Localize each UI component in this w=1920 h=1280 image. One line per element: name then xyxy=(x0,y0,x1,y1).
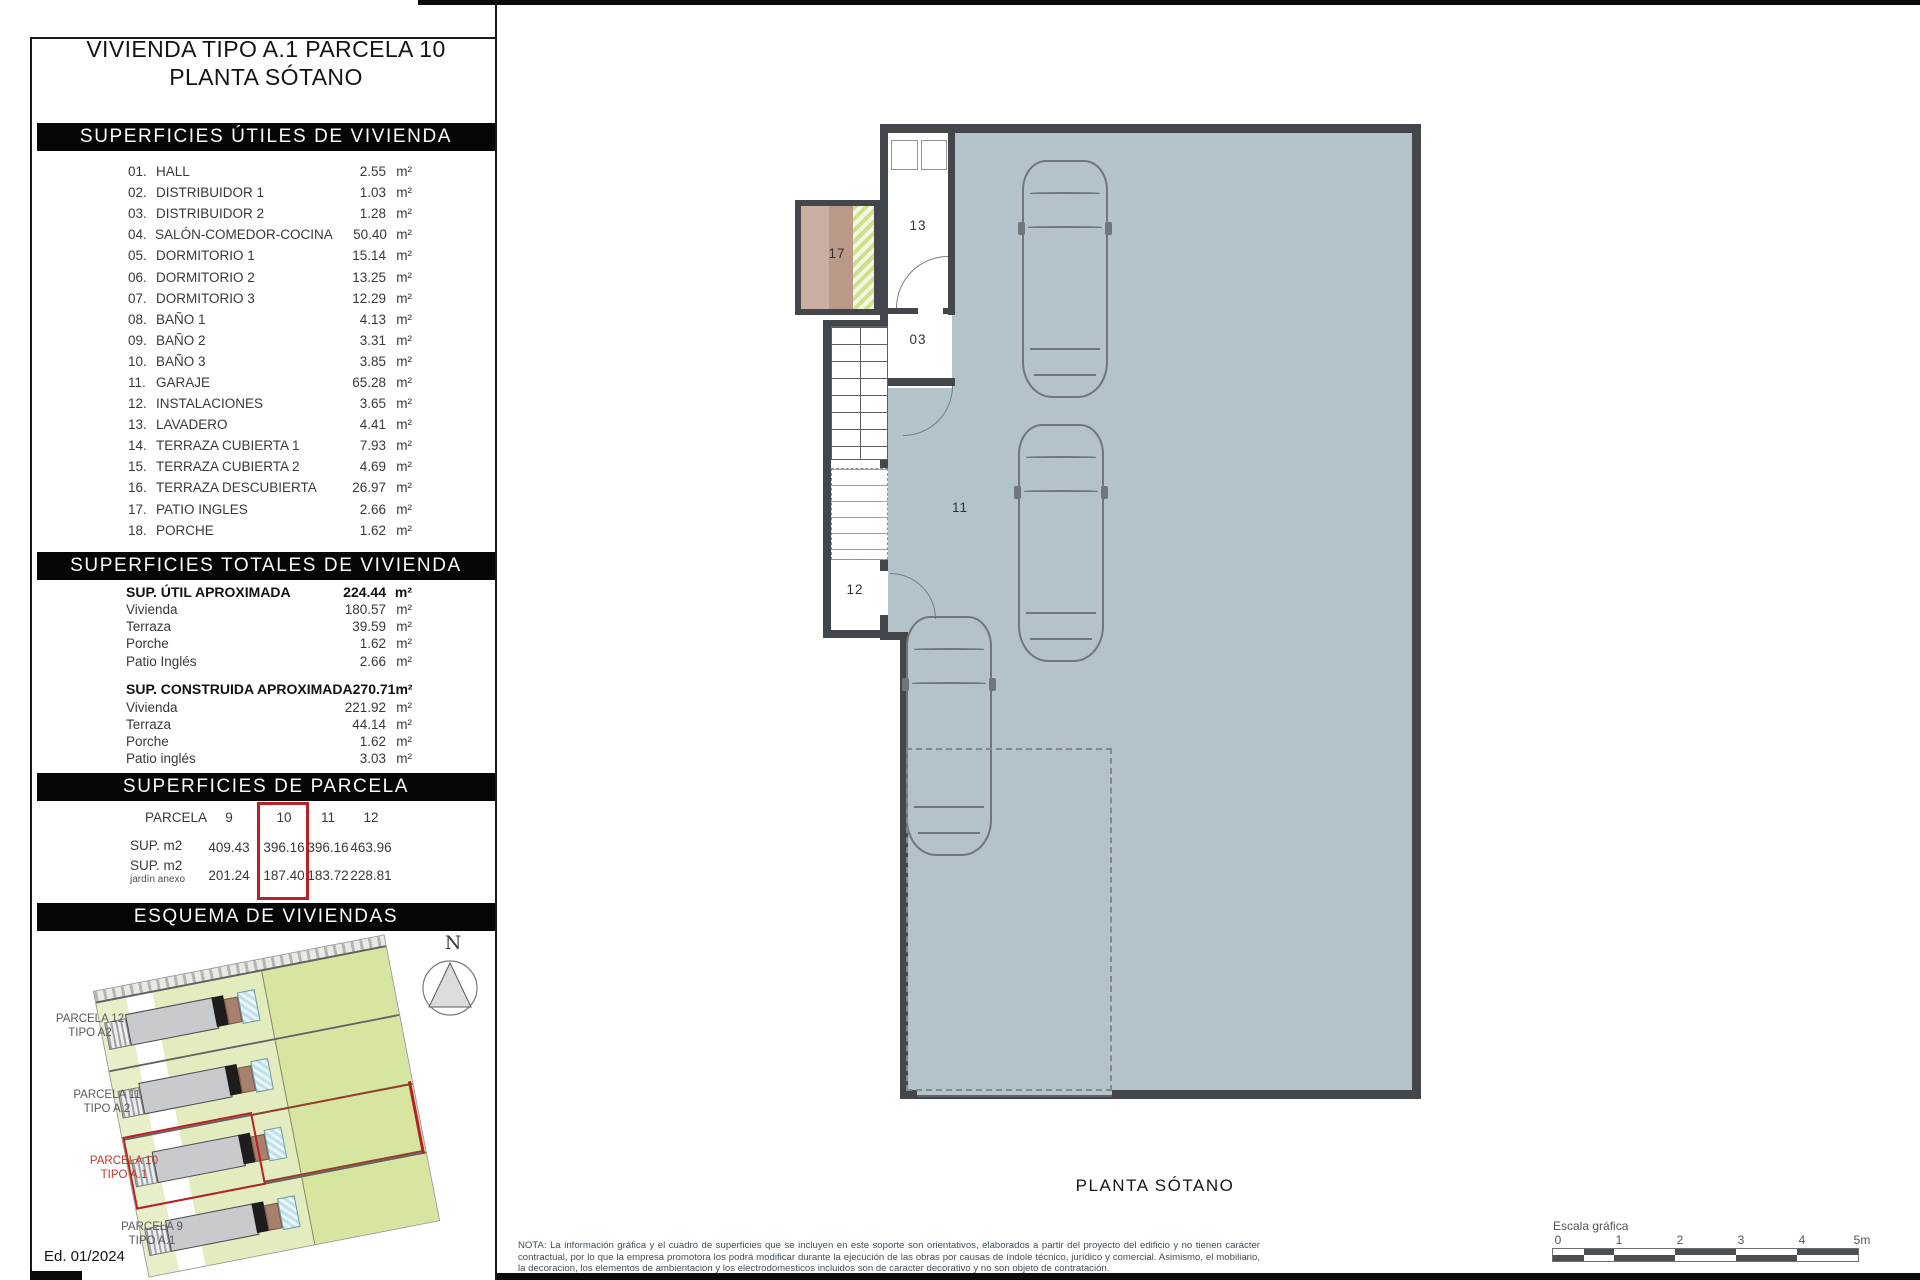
row-unit: m² xyxy=(396,522,412,538)
scale-tick-label: 5m xyxy=(1853,1233,1871,1247)
group-title-label: SUP. CONSTRUIDA APROXIMADA xyxy=(126,681,353,698)
row-label: TERRAZA CUBIERTA 1 xyxy=(156,438,300,454)
parcela-jardin-row-sublabel: jardín anexo xyxy=(130,874,186,885)
car-top-view-icon xyxy=(1018,424,1104,662)
row-number: 07. xyxy=(128,290,147,306)
room-label-03: 03 xyxy=(909,332,927,347)
group-title-unit: m² xyxy=(395,681,413,698)
superficies-utiles-table xyxy=(128,161,412,541)
row-value: 1.28 xyxy=(359,206,386,222)
superficie-row xyxy=(128,245,412,266)
row-label: Porche xyxy=(126,734,169,750)
row-label: PATIO INGLES xyxy=(156,501,248,517)
row-label: GARAJE xyxy=(156,374,211,390)
room-label-12: 12 xyxy=(846,582,864,597)
row-value: 26.97 xyxy=(352,480,386,496)
row-label: BAÑO 1 xyxy=(156,311,206,327)
parcela-jardin-value: 187.40 xyxy=(263,868,305,883)
superficie-row xyxy=(128,224,412,245)
parcela-10-highlight-box xyxy=(257,802,309,900)
group-title-value: 270.71 xyxy=(352,681,396,698)
parcel-label-line1: PARCELA 10 xyxy=(89,1155,159,1167)
row-number: 14. xyxy=(128,438,147,454)
totals-row xyxy=(126,635,412,652)
door-gap-room12 xyxy=(880,571,888,615)
car-windshield-line xyxy=(1024,490,1098,492)
row-value: 3.85 xyxy=(359,353,386,369)
totals-spacer xyxy=(126,670,412,680)
parcela-sup-value: 396.16 xyxy=(263,840,305,855)
row-label: Vivienda xyxy=(126,699,178,715)
parcela-jardin-value: 183.72 xyxy=(307,868,349,883)
wall-room13-right xyxy=(948,132,955,315)
row-label: DORMITORIO 1 xyxy=(156,248,255,264)
row-value: 1.62 xyxy=(359,636,386,652)
row-number: 12. xyxy=(128,396,147,412)
row-unit: m² xyxy=(396,619,412,635)
totals-row xyxy=(126,733,412,750)
row-unit: m² xyxy=(396,185,412,201)
row-value: 13.25 xyxy=(352,269,386,285)
section-header-superficies-utiles: SUPERFICIES ÚTILES DE VIVIENDA xyxy=(37,123,495,151)
row-label: Terraza xyxy=(126,619,172,635)
car-trunk-line xyxy=(1034,374,1096,376)
scale-outline xyxy=(1553,1249,1858,1261)
row-unit: m² xyxy=(396,717,412,733)
parcela-sup-row-label: SUP. m2 xyxy=(130,838,183,853)
row-value: 15.14 xyxy=(352,248,386,264)
parcela-sup-value: 463.96 xyxy=(350,840,392,855)
row-unit: m² xyxy=(396,164,412,180)
row-number: 11. xyxy=(128,374,146,390)
row-label: HALL xyxy=(156,164,190,180)
totals-row xyxy=(126,699,412,716)
car-hood-line xyxy=(1030,192,1100,194)
superficie-row xyxy=(128,351,412,372)
row-unit: m² xyxy=(396,206,412,222)
car-rear-window-line xyxy=(1026,612,1096,614)
totals-row xyxy=(126,653,412,670)
parcela-jardin-row-label: SUP. m2 xyxy=(130,858,183,873)
row-unit: m² xyxy=(396,751,412,767)
row-label: DORMITORIO 2 xyxy=(156,269,255,285)
section-header-superficies-parcela: SUPERFICIES DE PARCELA xyxy=(37,773,495,801)
parcela-jardin-value: 201.24 xyxy=(208,868,250,883)
row-value: 2.66 xyxy=(359,501,386,517)
row-number: 03. xyxy=(128,206,147,222)
car-windshield-line xyxy=(912,682,986,684)
car-top-view-icon xyxy=(1022,160,1108,398)
row-label: INSTALACIONES xyxy=(156,396,264,412)
row-value: 1.62 xyxy=(359,522,386,538)
parcel-label-line2: TIPO A.2 xyxy=(83,1103,131,1115)
car-hood-line xyxy=(1026,456,1096,458)
scale-title: Escala gráfica xyxy=(1553,1219,1629,1233)
superficie-row xyxy=(128,203,412,224)
wall-room03-bottom xyxy=(888,378,955,386)
row-number: 01. xyxy=(128,164,147,180)
parcela-col-header: 12 xyxy=(363,810,379,825)
parcela-sup-value: 409.43 xyxy=(208,840,250,855)
parcel-label xyxy=(100,1220,204,1248)
parcel-label xyxy=(72,1154,176,1182)
legal-note: NOTA: La información gráfica y el cuadro de superficies que se incluyen en este soporte son orientativos, elaborados a partir del proyecto del edificio y no tienen carácter contractual, por lo que la empresa promotora los podrá modificar durante la ejecución de las obras por causas de índole técnico, jurídico y comercial. Asimismo, el mobiliario, la decoracion, los elementos de ambientacion y los electrodomesticos incluidos son de caracter decorativo y no son objeto de contratación. xyxy=(518,1240,1260,1275)
car-mirror-right xyxy=(989,678,996,691)
row-number: 06. xyxy=(128,269,147,285)
row-label: Patio inglés xyxy=(126,751,196,767)
row-value: 1.03 xyxy=(359,185,386,201)
graphic-scale xyxy=(1548,1219,1871,1267)
row-number: 18. xyxy=(128,522,147,538)
row-value: 4.13 xyxy=(359,311,386,327)
superficie-row xyxy=(128,520,412,541)
row-label: Porche xyxy=(126,636,169,652)
superficie-row xyxy=(128,266,412,287)
row-number: 02. xyxy=(128,185,147,201)
section-header-superficies-totales: SUPERFICIES TOTALES DE VIVIENDA xyxy=(37,552,495,580)
row-unit: m² xyxy=(396,501,412,517)
parcela-col-header: 11 xyxy=(320,810,335,825)
row-label: PORCHE xyxy=(156,522,214,538)
superficie-row xyxy=(128,456,412,477)
staircase-midline xyxy=(860,327,861,459)
compass-icon xyxy=(421,958,481,1028)
row-value: 7.93 xyxy=(359,438,386,454)
row-number: 10. xyxy=(128,353,147,369)
scale-tick-label: 2 xyxy=(1676,1233,1684,1247)
row-unit: m² xyxy=(396,734,412,750)
wall-top xyxy=(880,124,1421,133)
room-label-17: 17 xyxy=(828,246,846,261)
row-value: 221.92 xyxy=(344,699,386,715)
row-label: SALÓN-COMEDOR-COCINA xyxy=(155,227,333,243)
row-unit: m² xyxy=(396,699,412,715)
row-unit: m² xyxy=(396,290,412,306)
superficie-row xyxy=(128,499,412,520)
car-mirror-left xyxy=(902,678,909,691)
parcela-row-label: PARCELA xyxy=(145,810,208,825)
group-title-label: SUP. ÚTIL APROXIMADA xyxy=(126,583,291,600)
parcel-label-line1: PARCELA 9 xyxy=(121,1221,183,1233)
row-unit: m² xyxy=(396,480,412,496)
scale-tick-label: 4 xyxy=(1798,1233,1806,1247)
group-title-unit: m² xyxy=(394,583,412,600)
parcel-label xyxy=(55,1088,159,1116)
totals-row xyxy=(126,750,412,767)
superficie-row xyxy=(128,435,412,456)
scale-tick-label: 0 xyxy=(1554,1233,1562,1247)
row-label: Terraza xyxy=(126,717,172,733)
superficie-row xyxy=(128,309,412,330)
totals-row xyxy=(126,716,412,733)
row-unit: m² xyxy=(396,396,412,412)
row-value: 180.57 xyxy=(344,602,386,618)
sidebar-left-border xyxy=(30,37,32,1280)
row-label: BAÑO 3 xyxy=(156,353,206,369)
row-label: Vivienda xyxy=(126,602,178,618)
car-mirror-right xyxy=(1105,222,1112,235)
edition-label: Ed. 01/2024 xyxy=(44,1248,125,1265)
parcela-sup-value: 396.16 xyxy=(307,840,349,855)
superficie-row xyxy=(128,330,412,351)
plan-caption: PLANTA SÓTANO xyxy=(1075,1176,1235,1195)
row-unit: m² xyxy=(396,227,412,243)
group-title-value: 224.44 xyxy=(343,583,386,600)
wall-right xyxy=(1412,124,1421,1099)
superficie-row xyxy=(128,414,412,435)
room-label-11: 11 xyxy=(951,500,968,515)
car-mirror-left xyxy=(1014,486,1021,499)
totals-group-title xyxy=(126,680,412,699)
wall-room13-bottom-a xyxy=(888,308,918,314)
parcel-label-line2: TIPO A2 xyxy=(68,1027,112,1039)
row-unit: m² xyxy=(396,374,412,390)
superficie-row xyxy=(128,372,412,393)
row-value: 3.65 xyxy=(359,396,386,412)
row-label: BAÑO 2 xyxy=(156,332,206,348)
superficie-row xyxy=(128,288,412,309)
car-trunk-line xyxy=(1030,638,1092,640)
superficie-row xyxy=(128,182,412,203)
page-title-line2: PLANTA SÓTANO xyxy=(169,64,363,90)
parcela-col-header: 9 xyxy=(225,810,233,825)
row-label: TERRAZA DESCUBIERTA xyxy=(156,480,317,496)
row-number: 17. xyxy=(128,501,147,517)
row-value: 39.59 xyxy=(352,619,386,635)
garage-door-line xyxy=(917,1095,1112,1097)
row-value: 3.31 xyxy=(359,332,386,348)
row-value: 12.29 xyxy=(352,290,386,306)
sheet-corner-mark xyxy=(30,1271,82,1280)
row-number: 16. xyxy=(128,480,147,496)
superficie-row xyxy=(128,161,412,182)
row-label: DISTRIBUIDOR 2 xyxy=(156,206,265,222)
row-label: DISTRIBUIDOR 1 xyxy=(156,185,265,201)
row-unit: m² xyxy=(396,459,412,475)
row-unit: m² xyxy=(396,311,412,327)
parcel-label xyxy=(38,1012,142,1040)
wall-stairs-left xyxy=(823,320,831,638)
row-value: 4.69 xyxy=(359,459,386,475)
ramp-dashed-outline xyxy=(906,748,1112,1091)
under-stair-void xyxy=(831,468,888,560)
staircase xyxy=(831,326,888,460)
row-unit: m² xyxy=(396,636,412,652)
row-number: 15. xyxy=(128,459,147,475)
row-unit: m² xyxy=(396,332,412,348)
sidebar-right-border xyxy=(495,0,497,1280)
row-label: LAVADERO xyxy=(156,417,228,433)
car-windshield-line xyxy=(1028,226,1102,228)
scale-tick-label: 1 xyxy=(1615,1233,1623,1247)
row-unit: m² xyxy=(396,438,412,454)
row-label: DORMITORIO 3 xyxy=(156,290,255,306)
parcela-col-header: 10 xyxy=(276,810,292,825)
row-value: 2.66 xyxy=(359,653,386,669)
floor-plan xyxy=(795,118,1440,1113)
wall-room13-bottom-b xyxy=(943,308,955,314)
page-title-line1: VIVIENDA TIPO A.1 PARCELA 10 xyxy=(86,36,446,62)
superficie-row xyxy=(128,477,412,498)
row-unit: m² xyxy=(396,248,412,264)
dryer-icon xyxy=(921,140,947,170)
row-number: 05. xyxy=(128,248,147,264)
totals-group-title xyxy=(126,582,412,601)
car-hood-line xyxy=(914,648,984,650)
car-mirror-left xyxy=(1018,222,1025,235)
superficie-row xyxy=(128,393,412,414)
row-value: 2.55 xyxy=(359,164,386,180)
row-unit: m² xyxy=(396,353,412,369)
totals-row xyxy=(126,618,412,635)
row-value: 1.62 xyxy=(359,734,386,750)
section-header-esquema: ESQUEMA DE VIVIENDAS xyxy=(37,903,495,931)
car-rear-window-line xyxy=(1030,348,1100,350)
row-value: 50.40 xyxy=(353,227,387,243)
row-number: 09. xyxy=(128,332,147,348)
row-label: TERRAZA CUBIERTA 2 xyxy=(156,459,300,475)
row-number: 04. xyxy=(128,227,147,243)
room-label-13: 13 xyxy=(909,218,927,233)
row-value: 3.03 xyxy=(359,751,386,767)
parcela-jardin-value: 228.81 xyxy=(350,868,392,883)
car-mirror-right xyxy=(1101,486,1108,499)
row-value: 65.28 xyxy=(352,374,386,390)
row-unit: m² xyxy=(396,417,412,433)
parcel-label-line2: TIPO A.1 xyxy=(128,1235,176,1247)
washer-icon xyxy=(891,140,918,170)
garage-area-top xyxy=(952,132,1412,388)
row-label: Patio Inglés xyxy=(126,653,197,669)
parcel-label-line2: TIPO A.1 xyxy=(100,1169,148,1181)
row-unit: m² xyxy=(396,653,412,669)
row-number: 13. xyxy=(128,417,147,433)
row-value: 4.41 xyxy=(359,417,386,433)
scale-tick-label: 3 xyxy=(1737,1233,1745,1247)
wall-stairs-bottom xyxy=(823,630,888,638)
row-value: 44.14 xyxy=(352,717,386,733)
row-unit: m² xyxy=(396,269,412,285)
superficies-totales-table xyxy=(126,582,412,768)
parcel-label-line1: PARCELA 12 xyxy=(55,1013,125,1025)
row-number: 08. xyxy=(128,311,147,327)
sheet-top-border xyxy=(418,0,1920,5)
totals-row xyxy=(126,601,412,618)
parcel-label-line1: PARCELA 11 xyxy=(73,1089,141,1101)
row-unit: m² xyxy=(396,602,412,618)
compass-north-label: N xyxy=(444,932,462,954)
